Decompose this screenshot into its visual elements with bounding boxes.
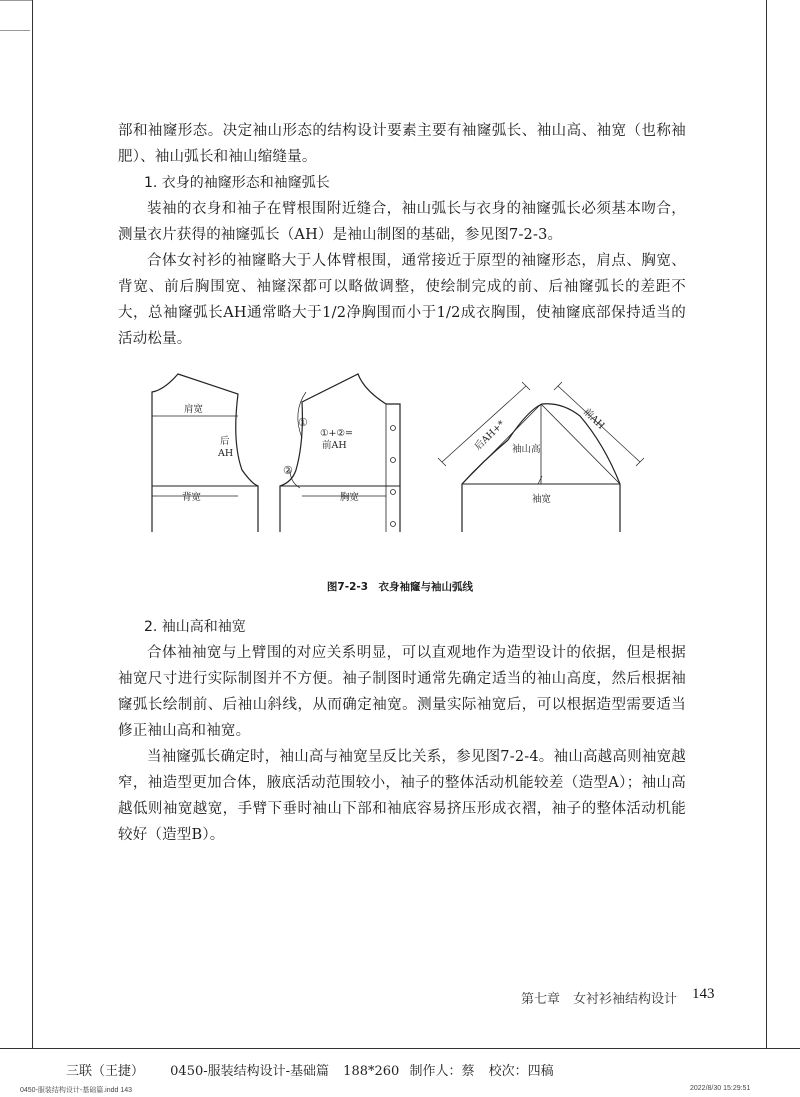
running-footer-chapter: 第七章 女衬衫袖结构设计 xyxy=(521,992,678,1007)
armhole-sleeve-diagram xyxy=(140,372,660,532)
slug-file: 0450-服装结构设计-基础篇.indd 143 xyxy=(20,1087,133,1094)
label-front-ah-slant: 前AH xyxy=(581,406,607,432)
label-mark-1: ① xyxy=(298,416,308,429)
crop-mark xyxy=(0,30,30,31)
label-back-ah-slant: 后AH+* xyxy=(472,418,508,453)
paragraph: 合体袖袖宽与上臂围的对应关系明显，可以直观地作为造型设计的依据，但是根据袖宽尺寸进行实际制图并不方便。袖子制图时通常先确定适当的袖山高度，然后根据袖窿弧长绘制前、后袖山斜线，从而确定袖宽。测量实际袖宽后，可以根据造型需要适当修正袖山高和袖宽。 xyxy=(118,645,686,739)
body-text-top xyxy=(118,118,686,352)
slug-datetime: 2022/8/30 15:29:51 xyxy=(690,1085,751,1092)
label-formula: 前AH xyxy=(322,440,347,451)
label-back-width: 背宽 xyxy=(182,492,202,503)
page-number: 143 xyxy=(692,986,715,1002)
slug-divider xyxy=(0,1048,800,1049)
label-mark-2: ② xyxy=(283,464,293,477)
slug-maker: 制作人：蔡 xyxy=(409,1064,475,1079)
margin-line xyxy=(766,0,767,1048)
section-heading: 1. 衣身的袖窿形态和袖窿弧长 xyxy=(144,175,330,191)
label-back-ah: AH xyxy=(218,448,234,459)
slug-revision: 校次：四稿 xyxy=(488,1064,554,1079)
label-formula: ①+②= xyxy=(320,428,353,439)
margin-line xyxy=(32,0,33,1048)
print-slug xyxy=(66,1060,576,1079)
body-text-bottom xyxy=(118,614,686,848)
paragraph: 部和袖窿形态。决定袖山形态的结构设计要素主要有袖窿弧长、袖山高、袖宽（也称袖肥）、袖山弧长和袖山缩缝量。 xyxy=(118,123,686,165)
label-sleeve-width: 袖宽 xyxy=(532,494,552,505)
label-shoulder-width: 肩宽 xyxy=(184,404,204,415)
crop-mark xyxy=(0,0,32,1)
label-chest-width: 胸宽 xyxy=(340,492,360,503)
section-heading: 2. 袖山高和袖宽 xyxy=(144,619,246,635)
paragraph: 合体女衬衫的袖窿略大于人体臂根围，通常接近于原型的袖窿形态，肩点、胸宽、背宽、前后胸围宽、袖窿深都可以略做调整，使绘制完成的前、后袖窿弧长的差距不大，总袖窿弧长AH通常略大于1/2净胸围而小于1/2成衣胸围，使袖窿底部保持适当的活动松量。 xyxy=(118,253,686,347)
label-back-ah: 后 xyxy=(220,436,230,447)
front-bodice-outline xyxy=(280,374,400,532)
slug-size: 188*260 xyxy=(343,1064,400,1079)
slug-book: 0450-服装结构设计-基础篇 xyxy=(170,1064,330,1079)
figure-caption: 图7-2-3 衣身袖窿与袖山弧线 xyxy=(326,581,474,593)
paragraph: 当袖窿弧长确定时，袖山高与袖宽呈反比关系，参见图7-2-4。袖山高越高则袖宽越窄，袖造型更加合体，腋底活动范围较小，袖子的整体活动机能较差（造型A）；袖山高越低则袖宽越宽，手臂下垂时袖山下部和袖底容易挤压形成衣褶，袖子的整体活动机能较好（造型B）。 xyxy=(118,749,686,843)
back-bodice-outline xyxy=(152,374,258,532)
slug-publisher: 三联（王捷） xyxy=(66,1064,145,1079)
paragraph: 装袖的衣身和袖子在臂根围附近缝合，袖山弧长与衣身的袖窿弧长必须基本吻合，测量衣片获得的袖窿弧长（AH）是袖山制图的基础，参见图7-2-3。 xyxy=(118,201,686,243)
label-cap-height: 袖山高 xyxy=(512,444,541,455)
